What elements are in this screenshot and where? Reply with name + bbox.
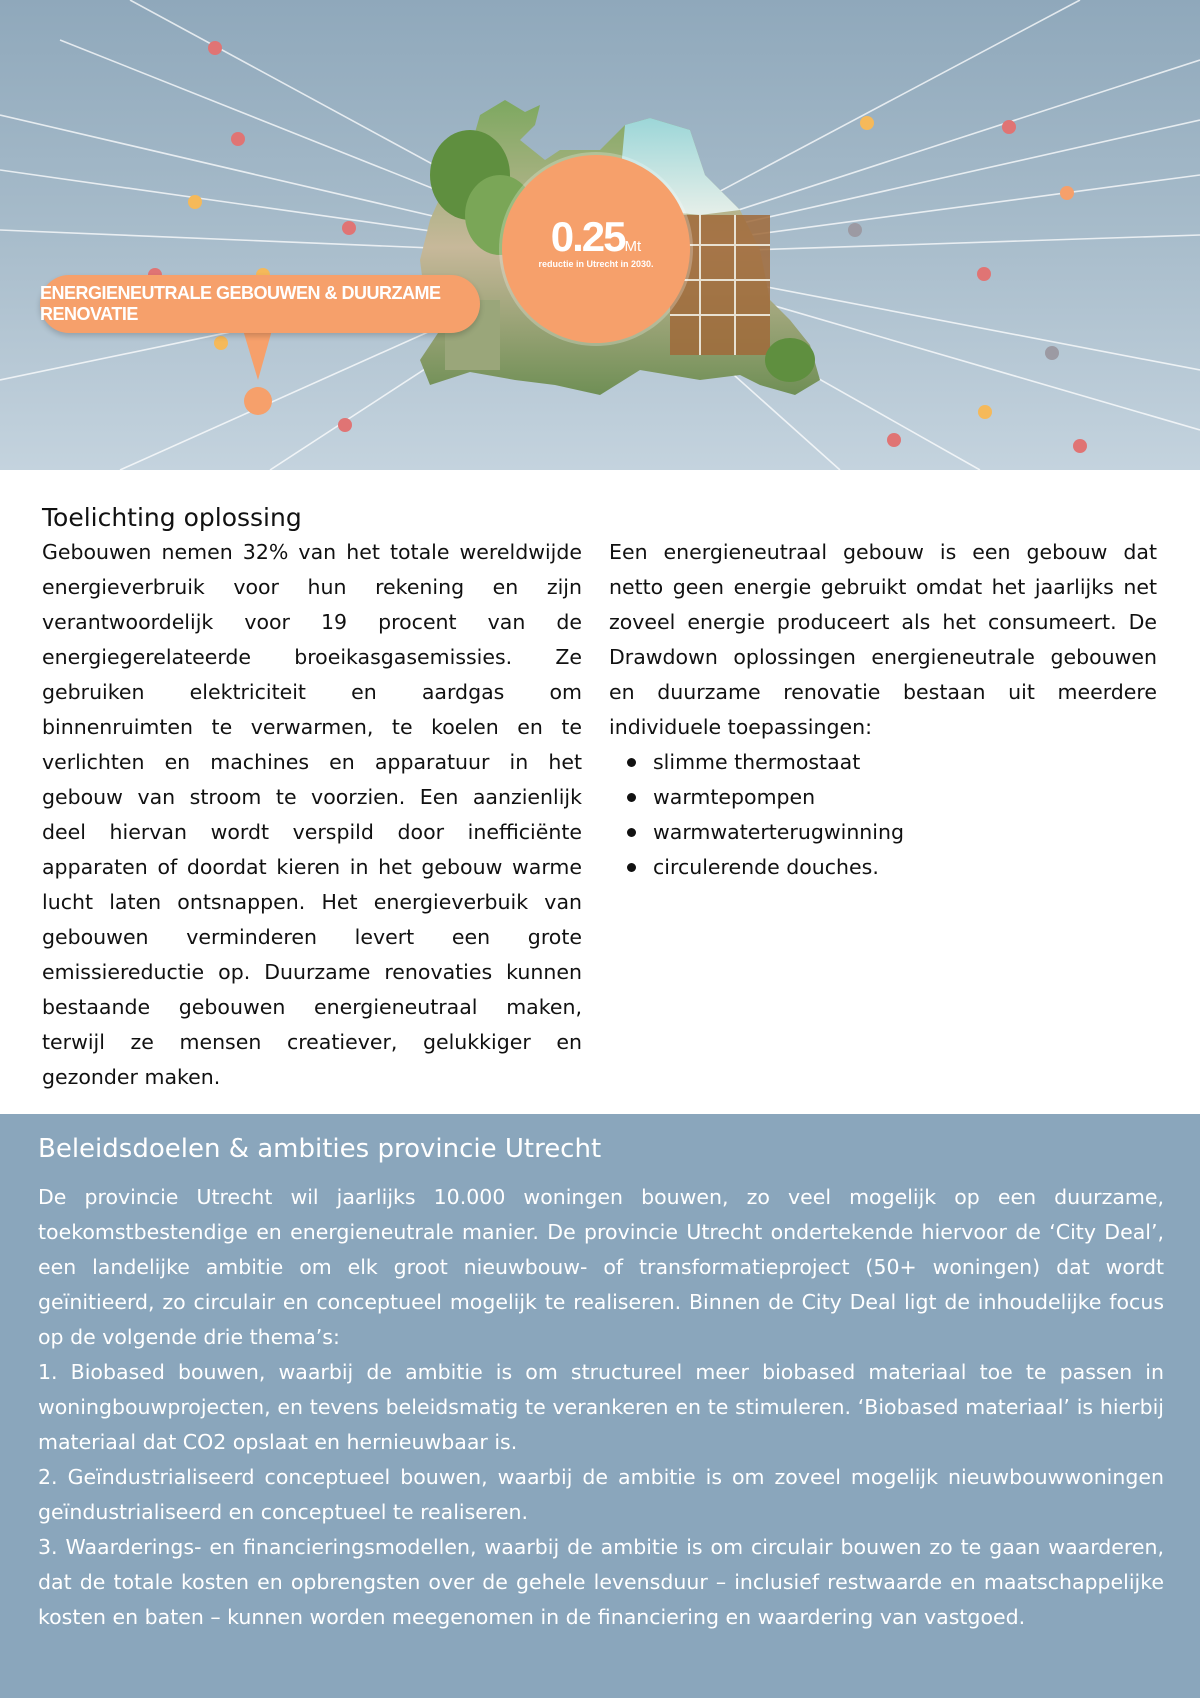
explanation-title: Toelichting oplossing (42, 503, 302, 532)
policy-theme-3: 3. Waarderings- en financieringsmodellen, waarbij de ambitie is om circulair bouwen zo te gaan waarderen, dat de totale kosten en opbrengsten over de gehele levensduur – inclusief restwaarde en maatschappelijke kosten en baten – kunnen worden meegenomen in de financiering en waardering van vastgoed. (38, 1535, 1164, 1629)
explanation-left-column (42, 535, 582, 1095)
reduction-metric-bubble (502, 155, 690, 343)
application-list (609, 745, 1157, 885)
policy-text (38, 1180, 1164, 1635)
policy-intro: De provincie Utrecht wil jaarlijks 10.000 woningen bouwen, zo veel mogelijk op een duurzame, toekomstbestendige en energieneutrale manier. De provincie Utrecht ondertekende hiervoor de ‘City Deal’, een landelijke ambitie om elk groot nieuwbouw- of transformatieproject (50+ woningen) dat wordt geïnitieerd, zo circulair en conceptueel mogelijk te realiseren. Binnen de City Deal ligt de inhoudelijke focus op de volgende drie thema’s: (38, 1185, 1164, 1349)
explanation-right-paragraph: Een energieneutraal gebouw is een gebouw dat netto geen energie gebruikt omdat het jaarlijks net zoveel energie produceert als het consumeert. De Drawdown oplossingen energieneutrale gebouwen en duurzame renovatie bestaan uit meerdere individuele toepassingen: (609, 540, 1157, 739)
explanation-right-column (609, 535, 1157, 885)
explanation-left-paragraph: Gebouwen nemen 32% van het totale wereldwijde energieverbruik voor hun rekening en zijn verantwoordelijk voor 19 procent van de energiegerelateerde broeikasgasemissies. Ze gebruiken elektriciteit en aardgas om binnenruimten te verwarmen, te koelen en te verlichten en machines en apparatuur in het gebouw van stroom te voorzien. Een aanzienlijk deel hiervan wordt verspild door inefficiënte apparaten of doordat kieren in het gebouw warme lucht laten ontsnappen. Het energieverbuik van gebouwen verminderen levert een grote emissiereductie op. Duurzame renovaties kunnen bestaande gebouwen energieneutraal maken, terwijl ze mensen creatiever, gelukkiger en gezonder maken. (42, 540, 582, 1089)
list-item: slimme thermostaat (653, 745, 1157, 780)
list-item: circulerende douches. (653, 850, 1157, 885)
solution-label-text: ENERGIENEUTRALE GEBOUWEN & DUURZAME RENOVATIE (40, 283, 441, 324)
metric-caption: reductie in Utrecht in 2030. (538, 259, 654, 269)
policy-theme-1: 1. Biobased bouwen, waarbij de ambitie is om structureel meer biobased materiaal toe te passen in woningbouwprojecten, en tevens beleidsmatig te verankeren en te stimuleren. ‘Biobased materiaal’ is hierbij materiaal dat CO2 opslaat en hernieuwbaar is. (38, 1360, 1164, 1454)
solution-label (40, 275, 480, 333)
hero-banner (0, 0, 1200, 470)
metric-value: 0.25Mt (550, 213, 642, 260)
list-item: warmwaterterugwinning (653, 815, 1157, 850)
list-item: warmtepompen (653, 780, 1157, 815)
policy-title: Beleidsdoelen & ambities provincie Utrecht (38, 1134, 602, 1164)
policy-theme-2: 2. Geïndustrialiseerd conceptueel bouwen, waarbij de ambitie is om zoveel mogelijk nieuwbouwwoningen geïndustrialiseerd en conceptueel te realiseren. (38, 1465, 1164, 1524)
metric-unit: Mt (624, 238, 642, 255)
policy-section (0, 1114, 1200, 1698)
pill-pointer (243, 330, 272, 380)
